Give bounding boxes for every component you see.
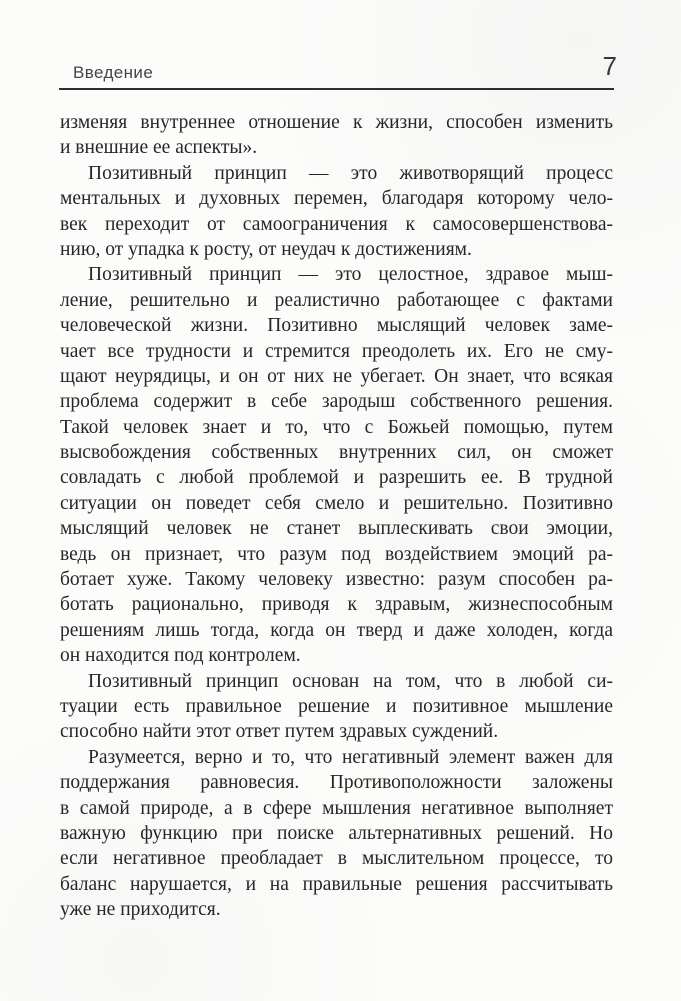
text-line: совладать с любой проблемой и разрешить ее. В трудной — [60, 467, 613, 489]
text-line: баланс нарушается, и на правильные решения рассчитывать — [60, 873, 613, 895]
text-line: человеческой жизни. Позитивно мыслящий человек заме- — [60, 315, 613, 337]
chapter-title: Введение — [73, 63, 154, 82]
text-line: туации есть правильное решение и позитивное мышление — [60, 695, 613, 717]
text-line: проблема содержит в себе зародыш собственного решения. — [60, 391, 613, 413]
text-line: ведь он признает, что разум под воздействием эмоций ра- — [60, 543, 613, 565]
text-line: решениям лишь тогда, когда он тверд и даже холоден, когда — [60, 619, 613, 641]
text-line: век переходит от самоограничения к самосовершенствова- — [60, 213, 613, 235]
text-line: и внешние ее аспекты». — [60, 137, 258, 159]
text-line: уже не приходится. — [60, 899, 221, 921]
paragraph — [60, 669, 613, 745]
text-line: изменяя внутреннее отношение к жизни, способен изменить — [60, 112, 613, 133]
paragraph — [60, 110, 613, 161]
text-line: Позитивный принцип — это животворящий процесс — [88, 162, 613, 184]
text-line: он находится под контролем. — [60, 645, 301, 667]
text-line: Позитивный принцип — это целостное, здравое мыш- — [88, 264, 613, 286]
text-line: ление, решительно и реалистично работающее с фактами — [60, 289, 613, 311]
text-line: Разумеется, верно и то, что негативный элемент важен для — [88, 746, 613, 768]
text-line: в самой природе, а в сфере мышления негативное выполняет — [60, 797, 613, 819]
text-line: ботает хуже. Такому человеку известно: разум способен ра- — [60, 569, 613, 591]
text-line: высвобождения собственных внутренних сил, он сможет — [60, 442, 613, 464]
text-line: Позитивный принцип основан на том, что в любой си- — [88, 670, 613, 692]
text-line: щают неурядицы, и он от них не убегает. Он знает, что всякая — [60, 365, 613, 387]
text-line: ментальных и духовных перемен, благодаря которому чело- — [60, 188, 613, 210]
text-line: мыслящий человек не станет выплескивать свои эмоции, — [60, 518, 613, 540]
header-rule — [59, 88, 614, 90]
text-line: поддержания равновесия. Противоположности заложены — [60, 772, 613, 794]
paragraph — [60, 745, 613, 923]
text-line: чает все трудности и стремится преодолеть их. Его не сму- — [60, 340, 613, 362]
text-line: Такой человек знает и то, что с Божьей помощью, путем — [60, 416, 613, 438]
text-line: ботать рационально, приводя к здравым, жизнеспособным — [60, 594, 613, 616]
text-line: если негативное преобладает в мыслительном процессе, то — [60, 848, 613, 870]
text-line: способно найти этот ответ путем здравых суждений. — [60, 721, 499, 743]
paragraph — [60, 161, 613, 263]
text-line: важную функцию при поиске альтернативных решений. Но — [60, 822, 613, 844]
text-line: нию, от упадка к росту, от неудач к достижениям. — [60, 238, 472, 260]
paragraph — [60, 262, 613, 668]
text-line: ситуации он поведет себя смело и решительно. Позитивно — [60, 492, 613, 514]
page-number: 7 — [602, 51, 617, 81]
body-text — [60, 110, 613, 923]
